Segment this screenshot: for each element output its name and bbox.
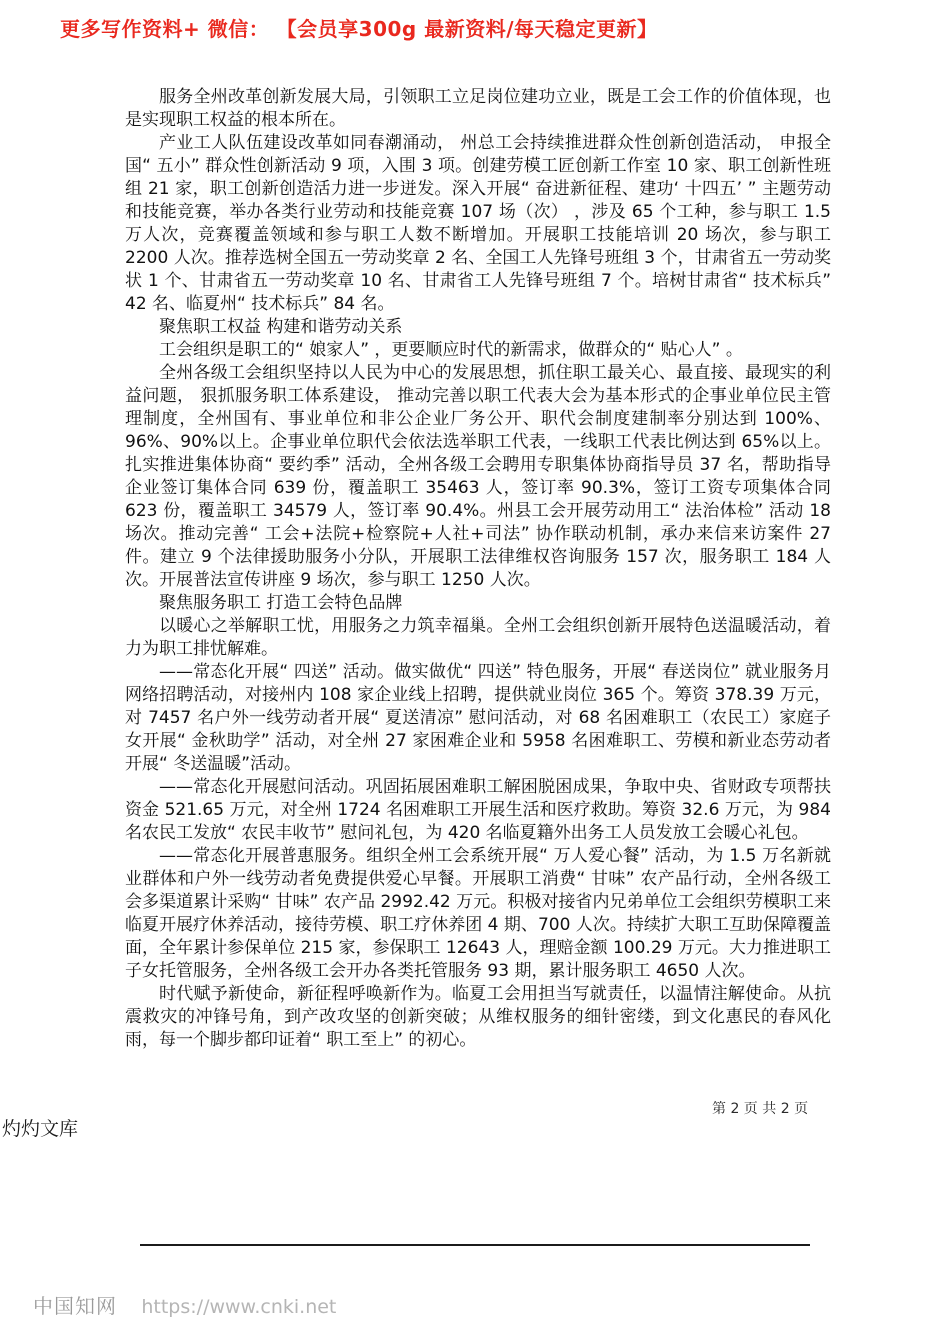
section-heading-service: 聚焦服务职工 打造工会特色品牌 — [159, 593, 403, 613]
paragraph-warmth-intro: 以暖心之举解职工忧，用服务之力筑幸福巢。全州工会组织创新开展特色送温暖活动，着力为职工排忧解难。 — [125, 616, 831, 659]
cnki-watermark — [33, 1290, 336, 1319]
paragraph-closing: 时代赋予新使命，新征程呼唤新作为。临夏工会用担当写就责任，以温情注解使命。从抗震救灾的冲锋号角，到产改攻坚的创新突破；从维权服务的细针密缕，到文化惠民的春风化雨，每一个脚步都印证着“ 职工至上” 的初心。 — [125, 984, 831, 1050]
footer-divider-line — [140, 1244, 810, 1246]
document-body — [125, 86, 831, 1052]
paragraph-four-deliveries: ——常态化开展“ 四送” 活动。做实做优“ 四送” 特色服务，开展“ 春送岗位” 就业服务月网络招聘活动，对接州内 108 家企业线上招聘，提供就业岗位 365 个。筹资 378.39 万元，对 7457 名户外一线劳动者开展“ 夏送清凉” 慰问活动，对 68 名困难职工（农民工）家庭子女开展“ 金秋助学” 活动，对全州 27 家困难企业和 5958 名困难职工、劳模和新业态劳动者开展“ 冬送温暖”活动。 — [125, 662, 831, 774]
page-number-indicator: 第 2 页 共 2 页 — [712, 1101, 809, 1117]
cnki-site-url-link[interactable]: https://www.cnki.net — [141, 1296, 337, 1318]
paragraph-intro: 服务全州改革创新发展大局，引领职工立足岗位建功立业，既是工会工作的价值体现，也是实现职工权益的根本所在。 — [125, 87, 831, 130]
library-brand-text: 灼灼文库 — [2, 1118, 79, 1140]
paragraph-innovation: 产业工人队伍建设改革如同春潮涌动， 州总工会持续推进群众性创新创造活动， 申报全国“ 五小” 群众性创新活动 9 项，入围 3 项。创建劳模工匠创新工作室 10 家、职工创新性班组 21 家，职工创新创造活力进一步迸发。深入开展“ 奋进新征程、建功‘ 十四五’ ” 主题劳动和技能竞赛，举办各类行业劳动和技能竞赛 107 场（次） ，涉及 65 个工种，参与职工 1.5 万人次，竞赛覆盖领域和参与职工人数不断增加。开展职工技能培训 20 场次，参与职工 2200 人次。推荐选树全国五一劳动奖章 2 名、全国工人先锋号班组 3 个，甘肃省五一劳动奖状 1 个、甘肃省五一劳动奖章 10 名、甘肃省工人先锋号班组 7 个。培树甘肃省“ 技术标兵” 42 名、临夏州“ 技术标兵” 84 名。 — [125, 133, 831, 314]
promo-banner-text: 更多写作资料+ 微信： 【会员享300g 最新资料/每天稳定更新】 — [60, 17, 658, 41]
paragraph-inclusive-service: ——常态化开展普惠服务。组织全州工会系统开展“ 万人爱心餐” 活动，为 1.5 万名新就业群体和户外一线劳动者免费提供爱心早餐。开展职工消费“ 甘味” 农产品行动，全州各级工会多渠道累计采购“ 甘味” 农产品 2992.42 万元。积极对接省内兄弟单位工会组织劳模职工来临夏开展疗休养活动，接待劳模、职工疗休养团 4 期、700 人次。持续扩大职工互助保障覆盖面，全年累计参保单位 215 家，参保职工 12643 人，理赔金额 100.29 万元。大力推进职工子女托管服务，全州各级工会开办各类托管服务 93 期，累计服务职工 4650 人次。 — [125, 846, 831, 981]
section-heading-rights: 聚焦职工权益 构建和谐劳动关系 — [159, 317, 403, 337]
paragraph-niangjiaren: 工会组织是职工的“ 娘家人” ，更要顺应时代的新需求，做群众的“ 贴心人” 。 — [159, 340, 743, 360]
paragraph-rights-work: 全州各级工会组织坚持以人民为中心的发展思想，抓住职工最关心、最直接、最现实的利益问题， 狠抓服务职工体系建设， 推动完善以职工代表大会为基本形式的企事业单位民主管理制度，全州国有、事业单位和非公企业厂务公开、职代会制度建制率分别达到 100%、96%、90%以上。企事业单位职代会依法选举职工代表，一线职工代表比例达到 65%以上。扎实推进集体协商“ 要约季” 活动，全州各级工会聘用专职集体协商指导员 37 名，帮助指导企业签订集体合同 639 份，覆盖职工 35463 人，签订率 90.3%，签订工资专项集体合同 623 份，覆盖职工 34579 人，签订率 90.4%。州县工会开展劳动用工“ 法治体检” 活动 18 场次。推动完善“ 工会+法院+检察院+人社+司法” 协作联动机制，承办来信来访案件 27 件。建立 9 个法律援助服务小分队，开展职工法律维权咨询服务 157 次，服务职工 184 人次。开展普法宣传讲座 9 场次，参与职工 1250 人次。 — [125, 363, 831, 590]
cnki-site-name: 中国知网 — [33, 1294, 117, 1318]
paragraph-consolation: ——常态化开展慰问活动。巩固拓展困难职工解困脱困成果，争取中央、省财政专项帮扶资金 521.65 万元，对全州 1724 名困难职工开展生活和医疗救助。筹资 32.6 万元，为 984 名农民工发放“ 农民丰收节” 慰问礼包，为 420 名临夏籍外出务工人员发放工会暖心礼包。 — [125, 777, 831, 843]
